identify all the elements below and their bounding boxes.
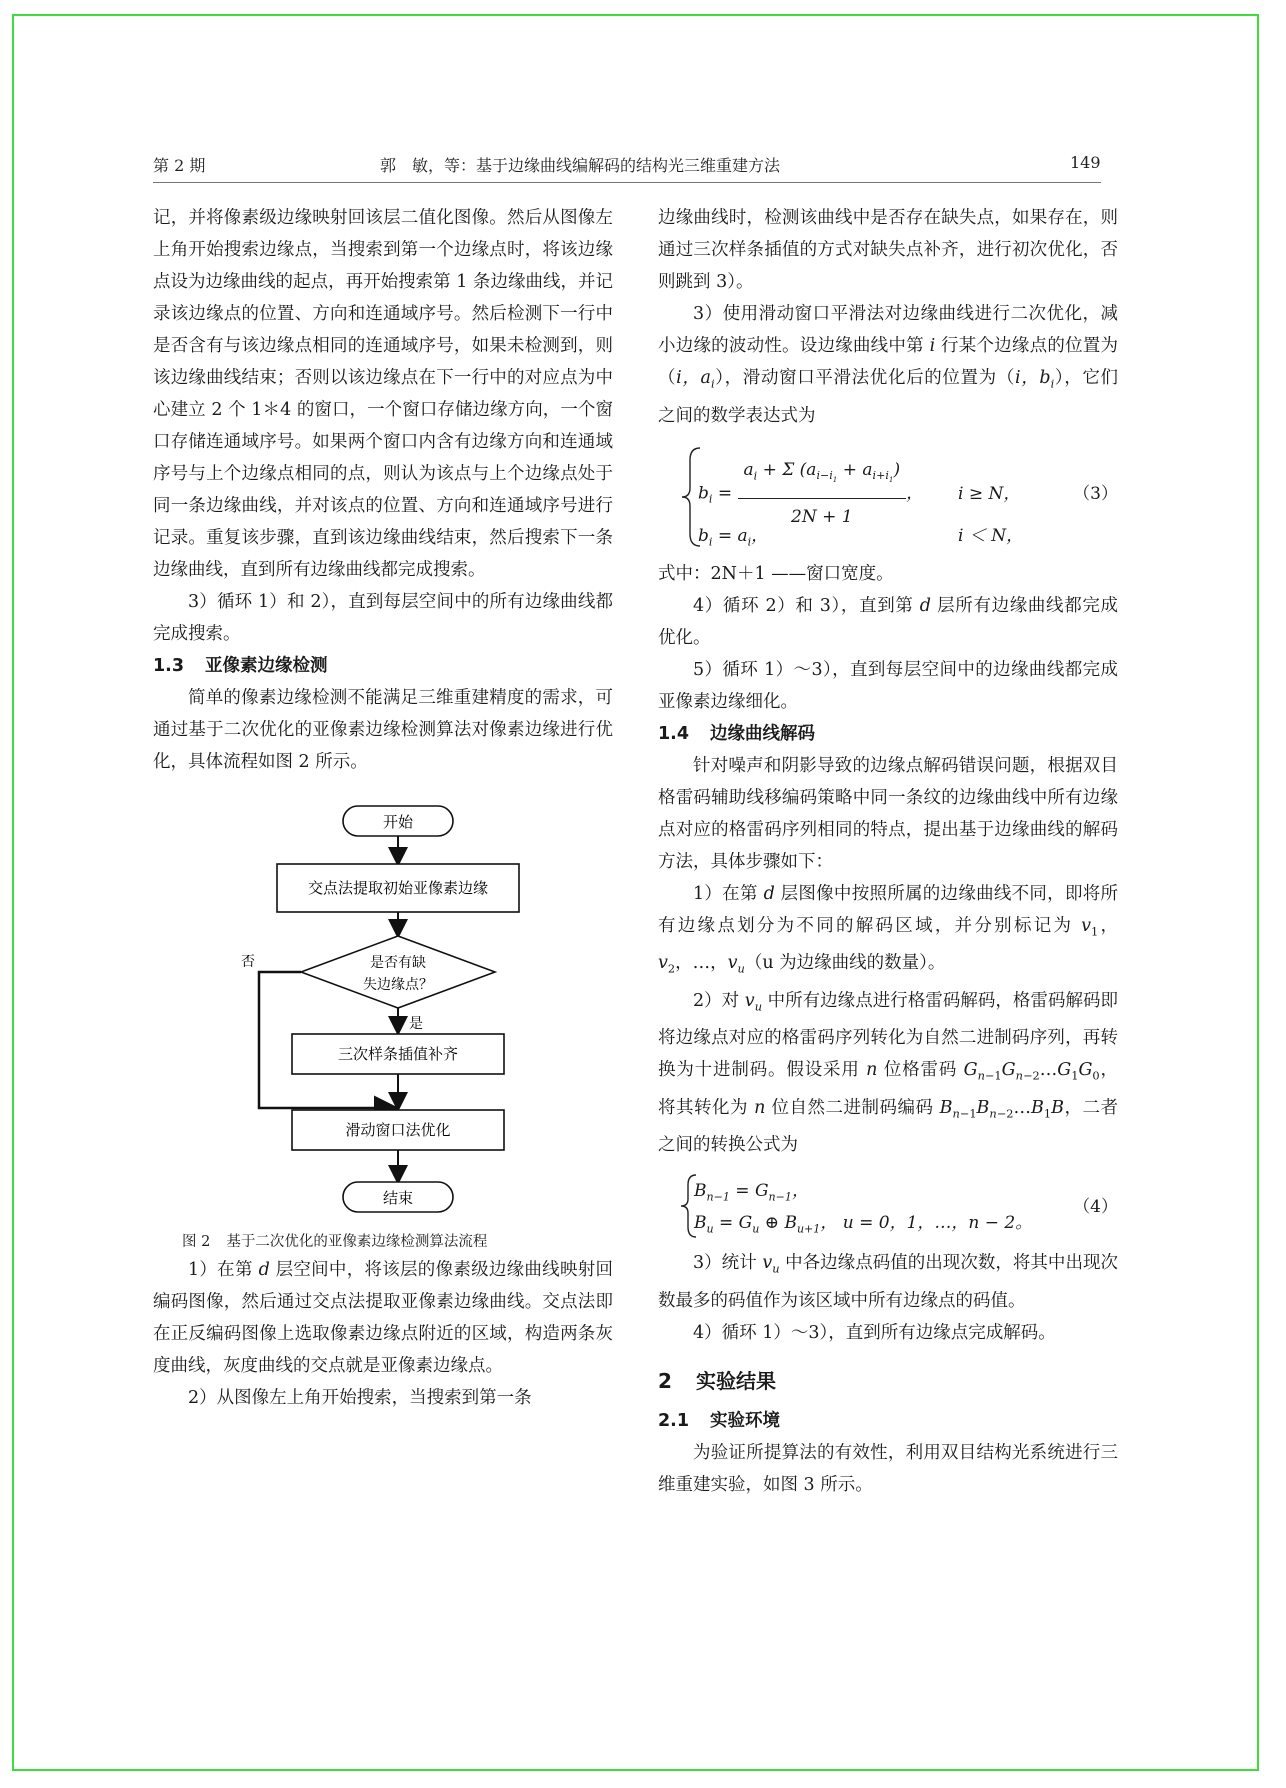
equation-4-line-1: $B_{n-1} = G_{n-1}$，	[694, 1181, 809, 1204]
equation-4	[658, 1171, 1118, 1241]
equation-number: （3）	[1073, 483, 1118, 504]
header-rule	[153, 182, 1101, 183]
equation-3-cond-1: i ≥ N，	[958, 483, 1021, 504]
flow-end-label: 结束	[382, 1189, 414, 1207]
running-title: 郭 敏，等：基于边缘曲线编解码的结构光三维重建方法	[380, 156, 781, 175]
paragraph: 1）在第 d 层空间中，将该层的像素级边缘曲线映射回编码图像，然后通过交点法提取亚像素边缘曲线。交点法即在正反编码图像上选取像素边缘点附近的区域，构造两条灰度曲线，灰度曲线的交点就是亚像素边缘点。	[153, 1260, 613, 1376]
paragraph: 式中：2N＋1 ——窗口宽度。	[658, 563, 894, 584]
equation-4-line-2: $B_u = G_u$ ⊕ $B_{u+1}$， u = 0，1，…，n − 2。	[694, 1213, 1033, 1236]
section-heading-2-1: 2.1 实验环境	[658, 1410, 780, 1431]
figure-caption: 图 2 基于二次优化的亚像素边缘检测算法流程	[182, 1234, 488, 1250]
flow-step3-label: 滑动窗口法优化	[345, 1121, 451, 1139]
flow-decision-node	[301, 936, 495, 1008]
paragraph: 简单的像素边缘检测不能满足三维重建精度的需求，可通过基于二次优化的亚像素边缘检测算法对像素边缘进行优化，具体流程如图 2 所示。	[153, 688, 613, 772]
paragraph: 为验证所提算法的有效性，利用双目结构光系统进行三维重建实验，如图 3 所示。	[658, 1442, 1118, 1495]
flow-step2-label: 三次样条插值补齐	[337, 1045, 459, 1063]
page-number: 149	[1070, 153, 1101, 172]
paragraph: 3）使用滑动窗口平滑法对边缘曲线进行二次优化，减小边缘的波动性。设边缘曲线中第 i 行某个边缘点的位置为（i，$a_i$），滑动窗口平滑法优化后的位置为（i，$b_i$），它们之间的数学表达式为	[658, 304, 1119, 426]
paragraph: 针对噪声和阴影导致的边缘点解码错误问题，根据双目格雷码辅助线移编码策略中同一条纹的边缘曲线中所有边缘点对应的格雷码序列相同的特点，提出基于边缘曲线的解码方法，具体步骤如下：	[658, 755, 1118, 872]
flow-step1-label: 交点法提取初始亚像素边缘	[307, 879, 489, 897]
flow-decision-label-1: 是否有缺	[370, 955, 426, 971]
right-column	[658, 202, 1118, 1501]
flow-decision-label-2: 失边缘点？	[363, 977, 433, 993]
paragraph: 3）循环 1）和 2），直到每层空间中的所有边缘曲线都完成搜索。	[153, 592, 613, 644]
flowchart	[153, 800, 613, 1230]
section-heading-2: 2 实验结果	[658, 1368, 776, 1393]
paragraph: 2）从图像左上角开始搜索，当搜索到第一条	[188, 1388, 532, 1408]
flow-no-label: 否	[241, 954, 255, 970]
equation-3-line-2: $b_i = a_i$，	[698, 525, 769, 548]
flow-yes-label: 是	[409, 1016, 423, 1032]
section-heading-1-3: 1.3 亚像素边缘检测	[153, 656, 328, 676]
equation-number: （4）	[1073, 1197, 1118, 1217]
issue-number: 第 2 期	[153, 156, 206, 175]
flow-start-label: 开始	[382, 813, 414, 831]
equation-3	[658, 442, 1118, 552]
paragraph: 1）在第 d 层图像中按照所属的边缘曲线不同，即将所有边缘点划分为不同的解码区域，并分别标记为 $v_1$，$v_2$，…，$v_u(u$ 为边缘曲线的数量）。	[658, 883, 1119, 976]
paragraph: 记，并将像素级边缘映射回该层二值化图像。然后从图像左上角开始搜索边缘点，当搜索到第一个边缘点时，将该边缘点设为边缘曲线的起点，再开始搜索第 1 条边缘曲线，并记录该边缘点的位置、方向和连通域序号。然后检测下一行中是否含有与该边缘点相同的连通域序号，如果未检测到，则该边缘曲线结束；否则以该边缘点在下一行中的对应点为中心建立 2 个 1＊4 的窗口，一个窗口存储边缘方向，一个窗口存储连通域序号。如果两个窗口内含有边缘方向和连通域序号与上个边缘点相同的点，则认为该点与上个边缘点处于同一条边缘曲线，并对该点的位置、方向和连通域序号进行记录。重复该步骤，直到该边缘曲线结束，然后搜索下一条边缘曲线，直到所有边缘曲线都完成搜索。	[153, 208, 613, 580]
paragraph: 3）统计 $v_u$ 中各边缘点码值的出现次数，将其中出现次数最多的码值作为该区域中所有边缘点的码值。	[658, 1253, 1119, 1311]
paragraph: 边缘曲线时，检测该曲线中是否存在缺失点，如果存在，则通过三次样条插值的方式对缺失点补齐，进行初次优化，否则跳到 3）。	[658, 208, 1118, 292]
section-heading-1-4: 1.4 边缘曲线解码	[658, 723, 815, 744]
flowchart-figure	[153, 800, 613, 1230]
left-column	[153, 202, 613, 1414]
equation-3-cond-2: i ＜ N，	[958, 525, 1024, 546]
paragraph: 4）循环 2）和 3），直到第 d 层所有边缘曲线都完成优化。	[658, 595, 1118, 648]
paragraph: 4）循环 1）～3），直到所有边缘点完成解码。	[693, 1322, 1056, 1343]
paragraph: 2）对 $v_u$ 中所有边缘点进行格雷码解码，格雷码解码即将边缘点对应的格雷码序列转化为自然二进制码序列，再转换为十进制码。假设采用 n 位格雷码 $G_{n-1}G_{n-2}\dots G_1G_0$，将其转化为 n 位自然二进制码编码 $B_{n-1}B_{n-2}\dots B_1B$，二者之间的转换公式为	[658, 990, 1119, 1155]
equation-3-line-1: $b_i$ = $\frac{a_i + \Sigma (a_{i-i_1} + a_{i+i_1})}{2N + 1}$ ，	[698, 454, 923, 534]
paragraph: 5）循环 1）～3），直到每层空间中的边缘曲线都完成亚像素边缘细化。	[658, 659, 1118, 712]
